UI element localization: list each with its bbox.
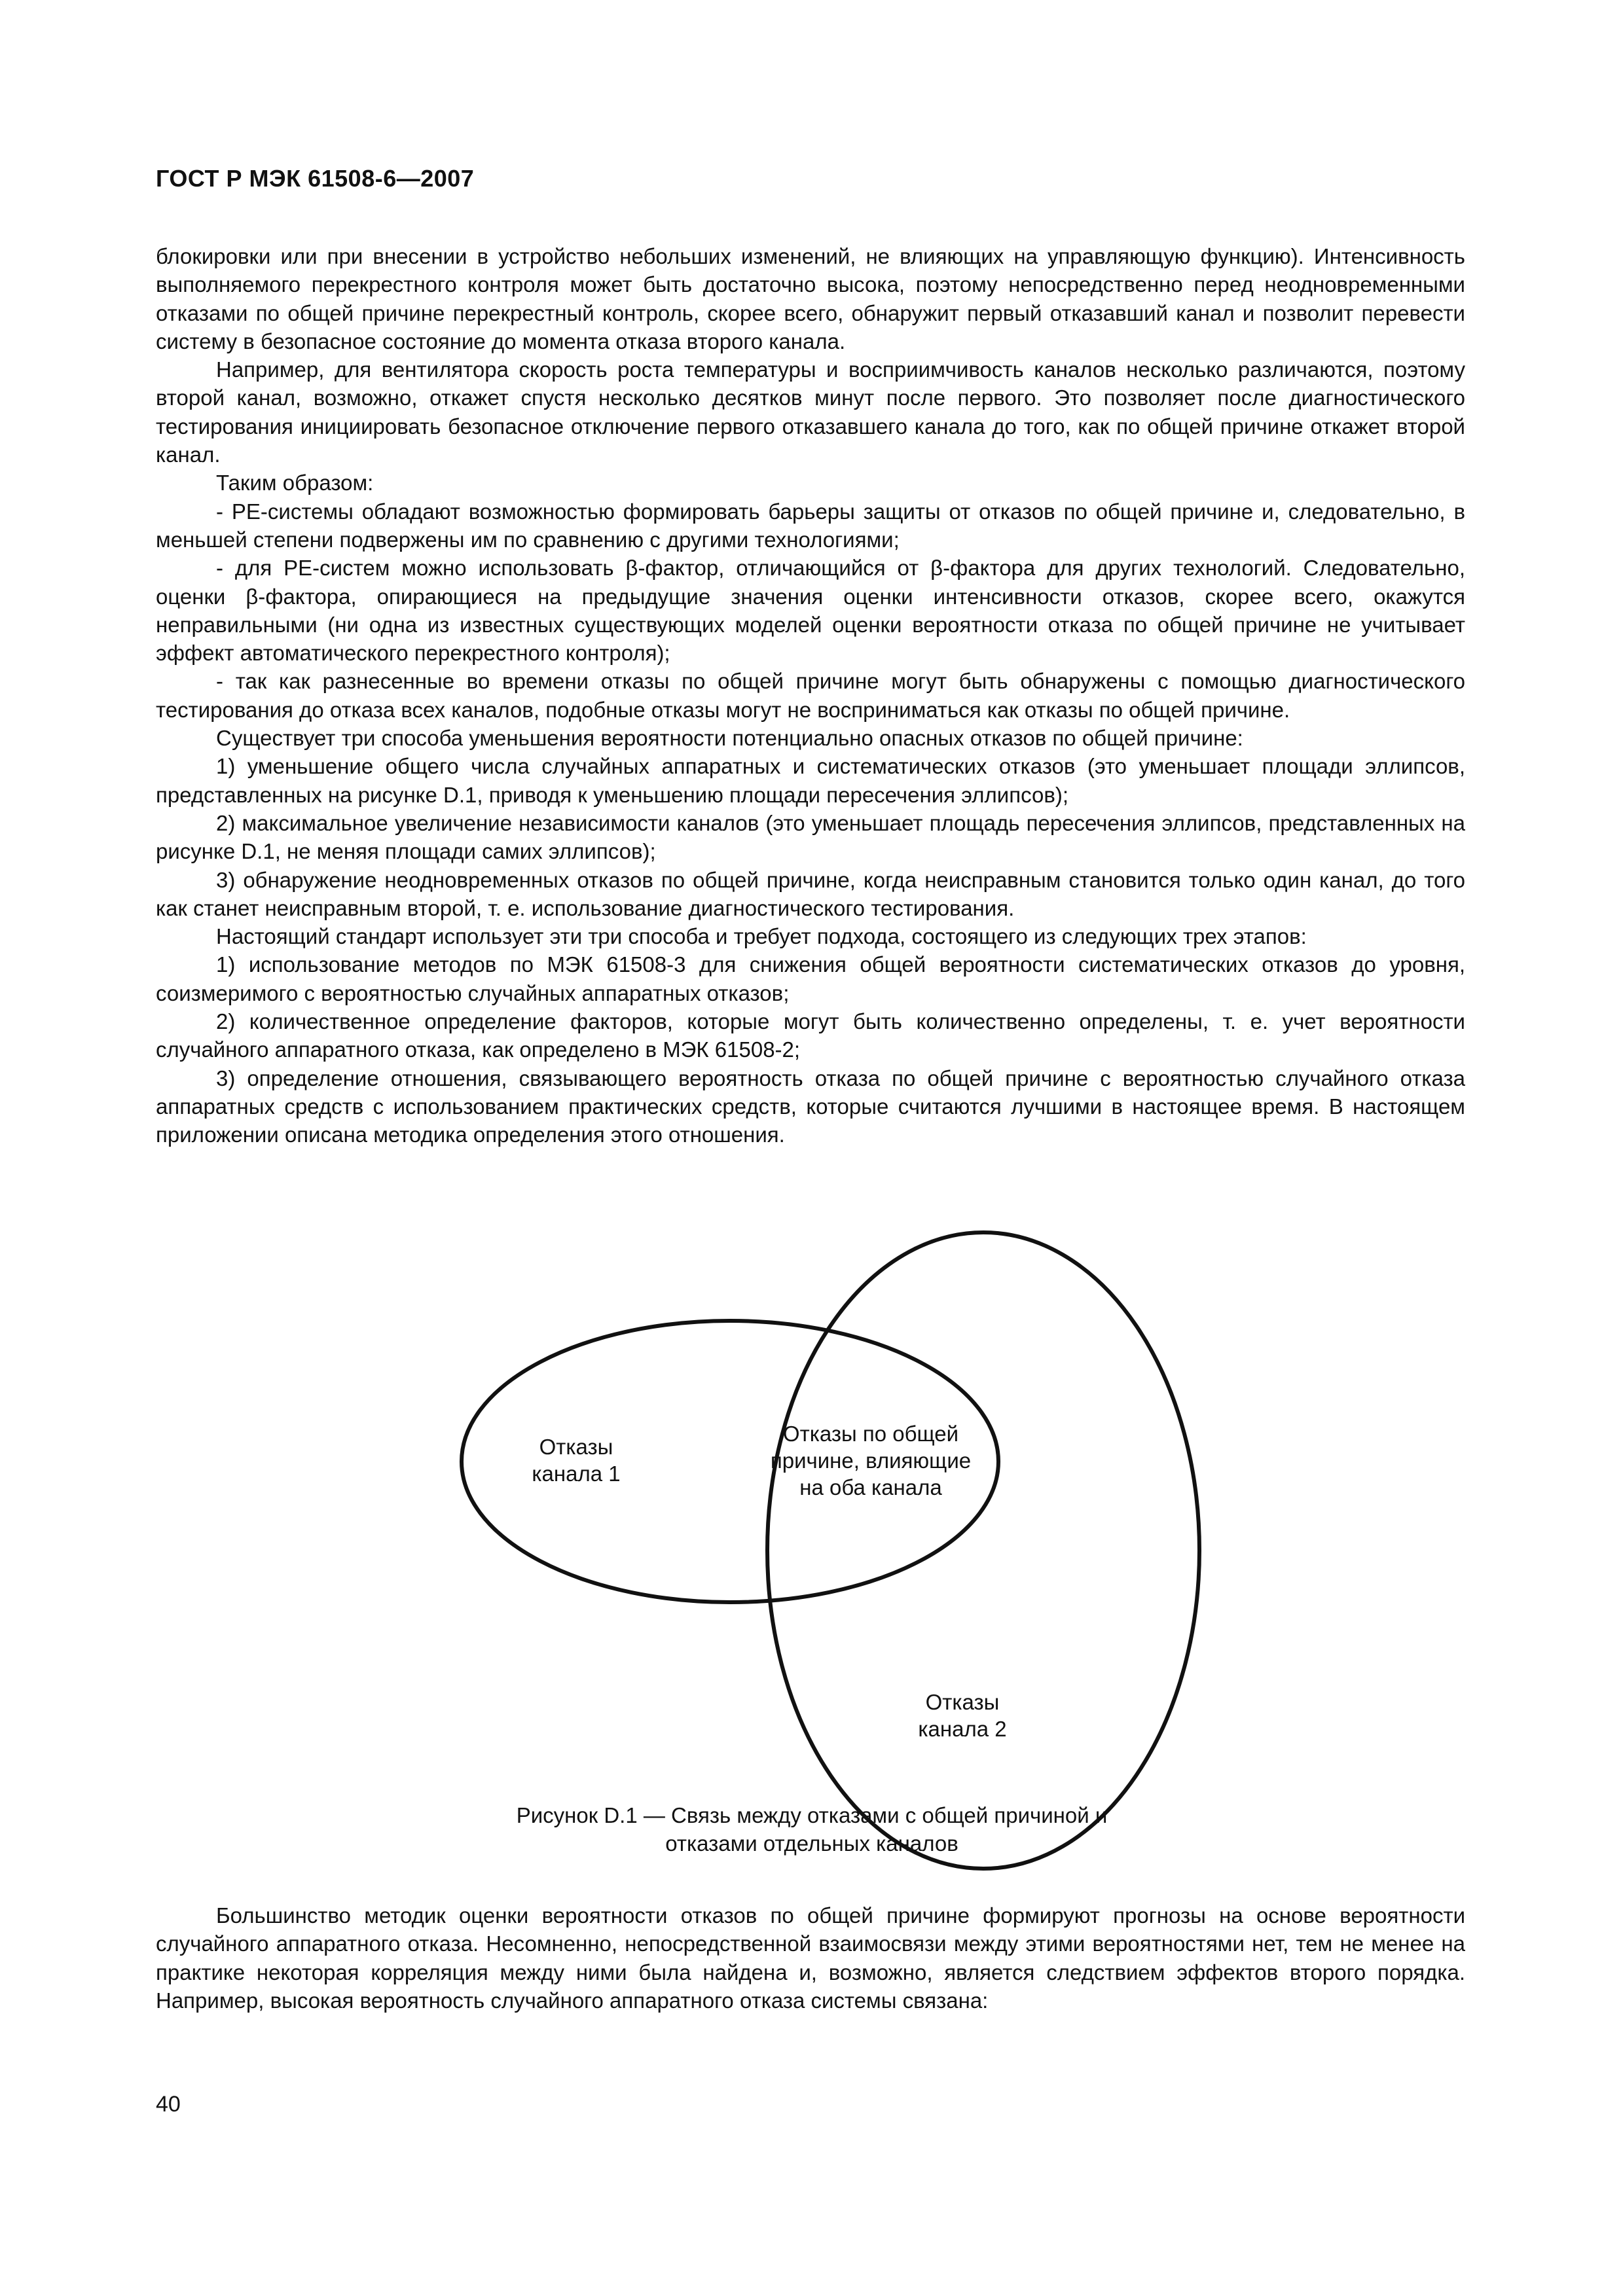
- top-text-block: [156, 242, 1465, 1149]
- paragraph: Например, для вентилятора скорость роста температуры и восприимчивость каналов несколько различаются, поэтому второй канал, возможно, откажет спустя несколько десятков минут после первого. Это позволяет после диагностического тестирования инициировать безопасное отключение первого отказавшего канала до того, как по общей причине откажет второй канал.: [156, 357, 1465, 467]
- venn-diagram: [0, 1230, 1623, 1885]
- paragraph: Таким образом:: [216, 471, 374, 495]
- bottom-text-block: [156, 1901, 1465, 2015]
- paragraph: Настоящий стандарт использует эти три способа и требует подхода, состоящего из следующих трех этапов:: [216, 924, 1307, 949]
- list-item: - PE-системы обладают возможностью формировать барьеры защиты от отказов по общей причине и, следовательно, в меньшей степени подвержены им по сравнению с другими технологиями;: [156, 499, 1465, 552]
- label-channel-2: Отказы канала 2: [918, 1690, 1007, 1741]
- page-number: 40: [156, 2092, 181, 2117]
- paragraph: блокировки или при внесении в устройство небольших изменений, не влияющих на управляющую функцию). Интенсивность выполняемого перекрестного контроля может быть достаточно высока, поэтому непосредственно перед неодновременными отказами по общей причине перекрестный контроль, скорее всего, обнаружит первый отказавший канал и позволит перевести систему в безопасное состояние до момента отказа второго канала.: [156, 244, 1465, 353]
- label-channel-1: Отказы канала 1: [532, 1435, 621, 1486]
- figure-d1: [0, 1230, 1623, 1885]
- list-item: 2) максимальное увеличение независимости каналов (это уменьшает площадь пересечения эллипсов, представленных на рисунке D.1, не меняя площади самих эллипсов);: [156, 810, 1465, 864]
- list-item: 1) уменьшение общего числа случайных аппаратных и систематических отказов (это уменьшает площади эллипсов, представленных на рисунке D.1, приводя к уменьшению площади пересечения эллипсов);: [156, 754, 1465, 807]
- document-header: ГОСТ Р МЭК 61508-6—2007: [156, 165, 475, 192]
- list-item: 2) количественное определение факторов, которые могут быть количественно определены, т. е. учет вероятности случайного аппаратного отказа, как определено в МЭК 61508-2;: [156, 1009, 1465, 1062]
- ellipse-channel-2: [767, 1232, 1199, 1869]
- label-common-cause: Отказы по общей причине, влияющие на оба канала: [770, 1422, 972, 1499]
- list-item: 3) определение отношения, связывающего вероятность отказа по общей причине с вероятностью случайного отказа аппаратных средств с использованием практических средств, которые считаются лучшими в настоящее время. В настоящем приложении описана методика определения этого отношения.: [156, 1066, 1465, 1147]
- list-item: - так как разнесенные во времени отказы по общей причине могут быть обнаружены с помощью диагностического тестирования до отказа всех каналов, подобные отказы могут не восприниматься как отказы по общей причине.: [156, 669, 1465, 722]
- list-item: 3) обнаружение неодновременных отказов по общей причине, когда неисправным становится только один канал, до того как станет неисправным второй, т. е. использование диагностического тестирования.: [156, 867, 1465, 920]
- paragraph: Существует три способа уменьшения вероятности потенциально опасных отказов по общей причине:: [216, 726, 1243, 751]
- paragraph: Большинство методик оценки вероятности отказов по общей причине формируют прогнозы на основе вероятности случайного аппаратного отказа. Несомненно, непосредственной взаимосвязи между этими вероятностями нет, тем не менее на практике некоторая корреляция между ними была найдена и, возможно, является следствием эффектов второго порядка. Например, высокая вероятность случайного аппаратного отказа системы связана:: [156, 1903, 1465, 2013]
- list-item: 1) использование методов по МЭК 61508-3 для снижения общей вероятности систематических отказов до уровня, соизмеримого с вероятностью случайных аппаратных отказов;: [156, 952, 1465, 1005]
- list-item: - для PE-систем можно использовать β-фактор, отличающийся от β-фактора для других технологий. Следовательно, оценки β-фактора, опирающиеся на предыдущие значения оценки интенсивности отказов, скорее всего, окажутся неправильными (ни одна из известных существующих моделей оценки вероятности отказа по общей причине не учитывает эффект автоматического перекрестного контроля);: [156, 556, 1465, 666]
- figure-caption: Рисунок D.1 — Связь между отказами с общей причиной и отказами отдельных каналов: [516, 1803, 1108, 1856]
